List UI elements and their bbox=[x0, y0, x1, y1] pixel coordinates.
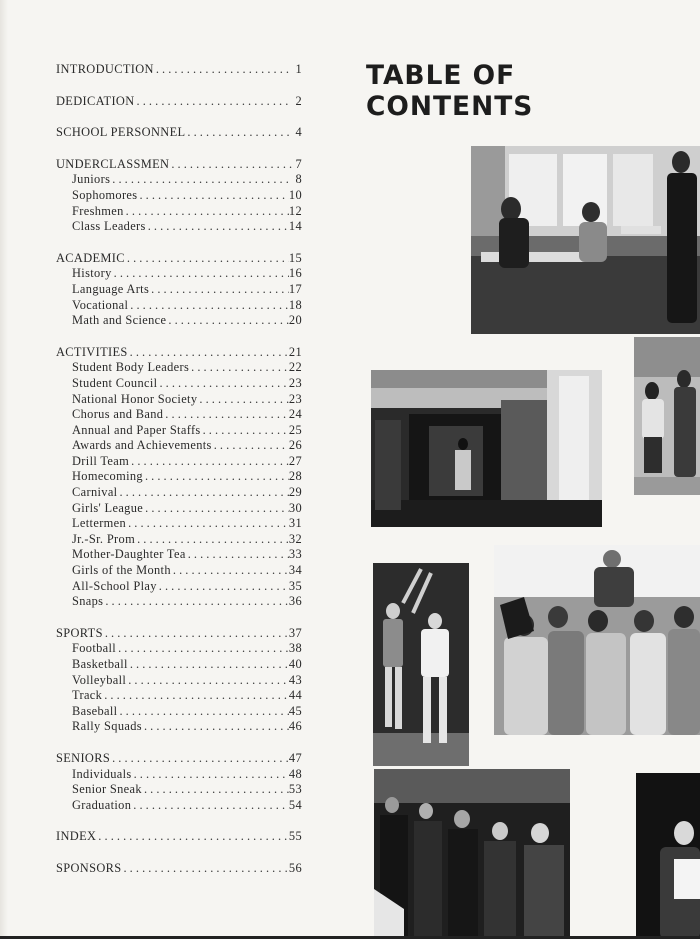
toc-page-number: 22 bbox=[288, 360, 302, 375]
toc-dot-leader bbox=[125, 251, 289, 267]
toc-dot-leader bbox=[212, 438, 289, 454]
toc-section bbox=[56, 751, 302, 813]
toc-section bbox=[56, 94, 302, 110]
toc-page-number: 26 bbox=[288, 438, 302, 453]
toc-entry bbox=[56, 157, 302, 173]
toc-page-number: 37 bbox=[288, 625, 302, 640]
toc-subentry bbox=[56, 673, 302, 689]
classroom-photo bbox=[471, 146, 700, 334]
toc-subentry bbox=[56, 516, 302, 532]
toc-page-number: 17 bbox=[288, 281, 302, 296]
toc-entry-label: ACTIVITIES bbox=[56, 344, 128, 359]
toc-subentry bbox=[56, 688, 302, 704]
toc-entry-label: SCHOOL PERSONNEL bbox=[56, 125, 186, 140]
toc-entry-label: Individuals bbox=[72, 766, 132, 781]
toc-subentry bbox=[56, 579, 302, 595]
toc-dot-leader bbox=[186, 547, 289, 563]
toc-dot-leader bbox=[154, 62, 292, 78]
toc-page-number: 20 bbox=[288, 313, 302, 328]
toc-dot-leader bbox=[197, 392, 289, 408]
toc-dot-leader bbox=[126, 673, 289, 689]
girls-photo bbox=[634, 337, 700, 495]
toc-dot-leader bbox=[128, 345, 289, 361]
toc-dot-leader bbox=[103, 594, 289, 610]
toc-section bbox=[56, 125, 302, 141]
toc-entry-label: SPONSORS bbox=[56, 860, 122, 875]
toc-section bbox=[56, 626, 302, 735]
toc-entry-label: Basketball bbox=[72, 657, 128, 671]
toc-subentry bbox=[56, 782, 302, 798]
toc-page-number: 56 bbox=[288, 860, 302, 875]
toc-subentry bbox=[56, 266, 302, 282]
toc-page-number: 46 bbox=[288, 719, 302, 734]
toc-entry-label: Class Leaders bbox=[72, 219, 146, 234]
toc-page-number: 29 bbox=[288, 485, 302, 500]
toc-subentry bbox=[56, 501, 302, 517]
toc-dot-leader bbox=[128, 657, 289, 673]
toc-entry bbox=[56, 345, 302, 361]
toc-entry-label: History bbox=[72, 266, 112, 281]
toc-entry-label: SENIORS bbox=[56, 750, 111, 765]
toc-page-number: 36 bbox=[288, 594, 302, 609]
toc-subentry bbox=[56, 438, 302, 454]
table-of-contents bbox=[56, 62, 302, 877]
toc-entry-label: Student Body Leaders bbox=[72, 360, 190, 375]
toc-page-number: 35 bbox=[288, 578, 302, 593]
toc-page-number: 27 bbox=[288, 453, 302, 468]
toc-entry-label: National Honor Society bbox=[72, 391, 198, 406]
crowd-photo bbox=[494, 545, 700, 735]
toc-page-number: 31 bbox=[288, 516, 302, 531]
toc-subentry bbox=[56, 454, 302, 470]
toc-subentry bbox=[56, 219, 302, 235]
toc-dot-leader bbox=[102, 688, 289, 704]
toc-section bbox=[56, 251, 302, 329]
toc-section bbox=[56, 345, 302, 610]
toc-entry-label: Awards and Achievements bbox=[72, 438, 212, 453]
toc-subentry bbox=[56, 392, 302, 408]
toc-page-number: 43 bbox=[288, 672, 302, 687]
toc-subentry bbox=[56, 485, 302, 501]
toc-page-number: 54 bbox=[288, 797, 302, 812]
toc-dot-leader bbox=[129, 454, 289, 470]
toc-section bbox=[56, 829, 302, 845]
toc-dot-leader bbox=[116, 641, 289, 657]
toc-entry-label: Graduation bbox=[72, 797, 132, 812]
toc-dot-leader bbox=[131, 798, 289, 814]
toc-entry bbox=[56, 829, 302, 845]
toc-subentry bbox=[56, 204, 302, 220]
toc-dot-leader bbox=[110, 751, 289, 767]
toc-page-number: 38 bbox=[288, 641, 302, 656]
toc-dot-leader bbox=[128, 298, 289, 314]
toc-dot-leader bbox=[103, 626, 289, 642]
toc-page-number: 24 bbox=[288, 407, 302, 422]
toc-dot-leader bbox=[132, 767, 289, 783]
portrait-photo bbox=[636, 773, 700, 939]
toc-entry-label: SPORTS bbox=[56, 625, 103, 640]
toc-subentry bbox=[56, 172, 302, 188]
toc-page-number: 48 bbox=[288, 766, 302, 781]
toc-entry-label: All-School Play bbox=[72, 578, 157, 593]
graduation-photo bbox=[374, 769, 570, 939]
page-edge-shadow bbox=[0, 0, 8, 939]
toc-entry-label: Student Council bbox=[72, 375, 158, 390]
toc-dot-leader bbox=[142, 782, 289, 798]
toc-subentry bbox=[56, 469, 302, 485]
toc-entry-label: Carnival bbox=[72, 485, 118, 500]
toc-dot-leader bbox=[121, 861, 288, 877]
toc-dot-leader bbox=[149, 282, 289, 298]
toc-entry-label: Mother-Daughter Tea bbox=[72, 547, 186, 562]
toc-dot-leader bbox=[169, 157, 292, 173]
toc-page-number: 7 bbox=[295, 156, 302, 171]
toc-dot-leader bbox=[117, 704, 288, 720]
basketball-photo bbox=[373, 563, 469, 766]
toc-dot-leader bbox=[137, 188, 288, 204]
toc-section bbox=[56, 62, 302, 78]
page-title: TABLE OF CONTENTS bbox=[366, 60, 534, 122]
toc-dot-leader bbox=[142, 719, 289, 735]
toc-entry-label: Snaps bbox=[72, 594, 104, 609]
toc-page-number: 34 bbox=[288, 563, 302, 578]
toc-dot-leader bbox=[124, 204, 289, 220]
toc-entry-label: Lettermen bbox=[72, 516, 127, 531]
toc-entry bbox=[56, 751, 302, 767]
toc-dot-leader bbox=[163, 407, 289, 423]
toc-page-number: 32 bbox=[288, 531, 302, 546]
toc-entry-label: INDEX bbox=[56, 829, 97, 844]
toc-dot-leader bbox=[135, 532, 289, 548]
toc-entry-label: Jr.-Sr. Prom bbox=[72, 531, 136, 546]
toc-page-number: 4 bbox=[295, 125, 302, 140]
toc-page-number: 47 bbox=[288, 750, 302, 765]
toc-page-number: 14 bbox=[288, 219, 302, 234]
toc-subentry bbox=[56, 407, 302, 423]
toc-entry-label: Annual and Paper Staffs bbox=[72, 422, 201, 437]
toc-entry-label: Senior Sneak bbox=[72, 782, 142, 797]
toc-subentry bbox=[56, 641, 302, 657]
toc-entry-label: Volleyball bbox=[72, 672, 127, 687]
toc-page-number: 21 bbox=[288, 344, 302, 359]
toc-page-number: 16 bbox=[288, 266, 302, 281]
toc-entry-label: DEDICATION bbox=[56, 93, 135, 108]
toc-entry-label: Freshmen bbox=[72, 203, 124, 218]
toc-entry-label: Baseball bbox=[72, 703, 118, 718]
toc-page-number: 33 bbox=[288, 547, 302, 562]
toc-entry-label: Girls' League bbox=[72, 500, 144, 515]
toc-dot-leader bbox=[112, 266, 289, 282]
toc-section bbox=[56, 157, 302, 235]
toc-page-number: 2 bbox=[295, 93, 302, 108]
toc-entry-label: Sophomores bbox=[72, 187, 138, 202]
hallway-photo bbox=[371, 370, 602, 527]
toc-entry bbox=[56, 861, 302, 877]
toc-subentry bbox=[56, 798, 302, 814]
toc-page-number: 18 bbox=[288, 297, 302, 312]
toc-page-number: 45 bbox=[288, 703, 302, 718]
toc-page-number: 1 bbox=[295, 62, 302, 76]
toc-subentry bbox=[56, 657, 302, 673]
toc-entry-label: Language Arts bbox=[72, 281, 150, 296]
toc-entry-label: Math and Science bbox=[72, 313, 167, 328]
toc-dot-leader bbox=[185, 125, 292, 141]
toc-dot-leader bbox=[110, 172, 292, 188]
toc-dot-leader bbox=[143, 469, 289, 485]
toc-subentry bbox=[56, 376, 302, 392]
toc-page-number: 23 bbox=[288, 391, 302, 406]
toc-entry-label: Juniors bbox=[72, 172, 111, 187]
toc-subentry bbox=[56, 719, 302, 735]
toc-page-number: 55 bbox=[288, 829, 302, 844]
toc-subentry bbox=[56, 563, 302, 579]
toc-subentry bbox=[56, 188, 302, 204]
toc-entry-label: Chorus and Band bbox=[72, 407, 164, 422]
toc-dot-leader bbox=[166, 313, 289, 329]
toc-dot-leader bbox=[189, 360, 289, 376]
toc-page-number: 28 bbox=[288, 469, 302, 484]
toc-subentry bbox=[56, 547, 302, 563]
toc-entry-label: Rally Squads bbox=[72, 719, 142, 734]
toc-subentry bbox=[56, 298, 302, 314]
toc-entry-label: ACADEMIC bbox=[56, 250, 125, 265]
toc-subentry bbox=[56, 532, 302, 548]
toc-entry-label: Homecoming bbox=[72, 469, 143, 484]
toc-page-number: 44 bbox=[288, 688, 302, 703]
toc-page-number: 10 bbox=[288, 187, 302, 202]
toc-dot-leader bbox=[135, 94, 292, 110]
toc-dot-leader bbox=[117, 485, 288, 501]
toc-dot-leader bbox=[143, 501, 289, 517]
toc-dot-leader bbox=[157, 579, 289, 595]
toc-dot-leader bbox=[146, 219, 289, 235]
toc-subentry bbox=[56, 282, 302, 298]
toc-subentry bbox=[56, 423, 302, 439]
toc-page-number: 8 bbox=[295, 172, 302, 187]
toc-subentry bbox=[56, 594, 302, 610]
toc-entry bbox=[56, 62, 302, 78]
toc-dot-leader bbox=[157, 376, 288, 392]
toc-section bbox=[56, 861, 302, 877]
toc-dot-leader bbox=[126, 516, 289, 532]
toc-dot-leader bbox=[171, 563, 289, 579]
toc-page-number: 12 bbox=[288, 203, 302, 218]
toc-page-number: 30 bbox=[288, 500, 302, 515]
toc-subentry bbox=[56, 313, 302, 329]
toc-entry bbox=[56, 94, 302, 110]
toc-subentry bbox=[56, 360, 302, 376]
toc-entry bbox=[56, 125, 302, 141]
toc-page-number: 23 bbox=[288, 375, 302, 390]
toc-entry-label: Vocational bbox=[72, 297, 129, 312]
toc-entry-label: Drill Team bbox=[72, 453, 130, 468]
toc-page-number: 15 bbox=[288, 250, 302, 265]
toc-page-number: 53 bbox=[288, 782, 302, 797]
toc-subentry bbox=[56, 704, 302, 720]
toc-entry-label: Girls of the Month bbox=[72, 563, 171, 578]
toc-entry bbox=[56, 626, 302, 642]
toc-dot-leader bbox=[96, 829, 289, 845]
toc-page-number: 25 bbox=[288, 422, 302, 437]
toc-entry-label: Track bbox=[72, 688, 103, 703]
toc-entry bbox=[56, 251, 302, 267]
toc-subentry bbox=[56, 767, 302, 783]
toc-entry-label: UNDERCLASSMEN bbox=[56, 156, 170, 171]
toc-dot-leader bbox=[201, 423, 289, 439]
toc-entry-label: INTRODUCTION bbox=[56, 62, 154, 76]
toc-page-number: 40 bbox=[288, 657, 302, 671]
toc-entry-label: Football bbox=[72, 641, 117, 656]
